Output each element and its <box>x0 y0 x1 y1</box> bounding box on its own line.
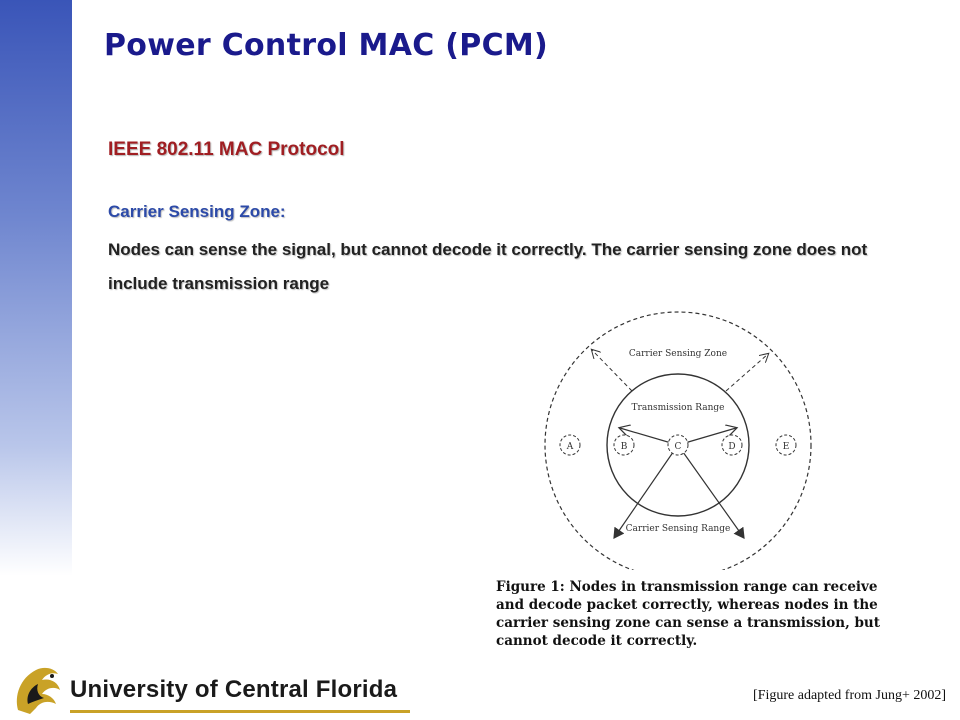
body-text: Nodes can sense the signal, but cannot decode it correctly. The carrier sensing zone does not include transmission range <box>108 240 868 293</box>
university-name: University of Central Florida <box>70 676 398 703</box>
arrow-zone-right <box>726 354 768 391</box>
sensing-range-diagram <box>540 300 820 570</box>
arrow-zone-left <box>592 350 632 391</box>
section-heading: IEEE 802.11 MAC Protocol <box>108 139 345 160</box>
node-e-label: E <box>782 442 790 452</box>
slide-title: Power Control MAC (PCM) <box>104 28 549 63</box>
node-e <box>776 435 796 455</box>
university-underline <box>70 710 410 713</box>
node-b <box>614 435 634 455</box>
caption-line: Figure 1: Nodes in transmission range can receive <box>496 579 878 595</box>
node-d-label: D <box>728 442 736 452</box>
node-c-label: C <box>674 442 682 452</box>
caption-line: and decode packet correctly, whereas nodes in the <box>496 597 878 613</box>
node-d <box>722 435 742 455</box>
figure-caption <box>496 578 906 650</box>
sidebar-gradient <box>0 0 72 720</box>
caption-line: carrier sensing zone can sense a transmission, but <box>496 615 880 631</box>
zone-label: Carrier Sensing Zone: <box>108 202 286 221</box>
label-carrier-sensing-range: Carrier Sensing Range <box>625 524 731 534</box>
caption-line: cannot decode it correctly. <box>496 633 698 649</box>
figure-attribution: [Figure adapted from Jung+ 2002] <box>753 688 946 703</box>
node-a <box>560 435 580 455</box>
label-transmission-range: Transmission Range <box>631 403 725 413</box>
node-b-label: B <box>620 442 628 452</box>
label-carrier-sensing-zone: Carrier Sensing Zone <box>628 349 728 359</box>
node-a-label: A <box>566 442 574 452</box>
node-c <box>668 435 688 455</box>
